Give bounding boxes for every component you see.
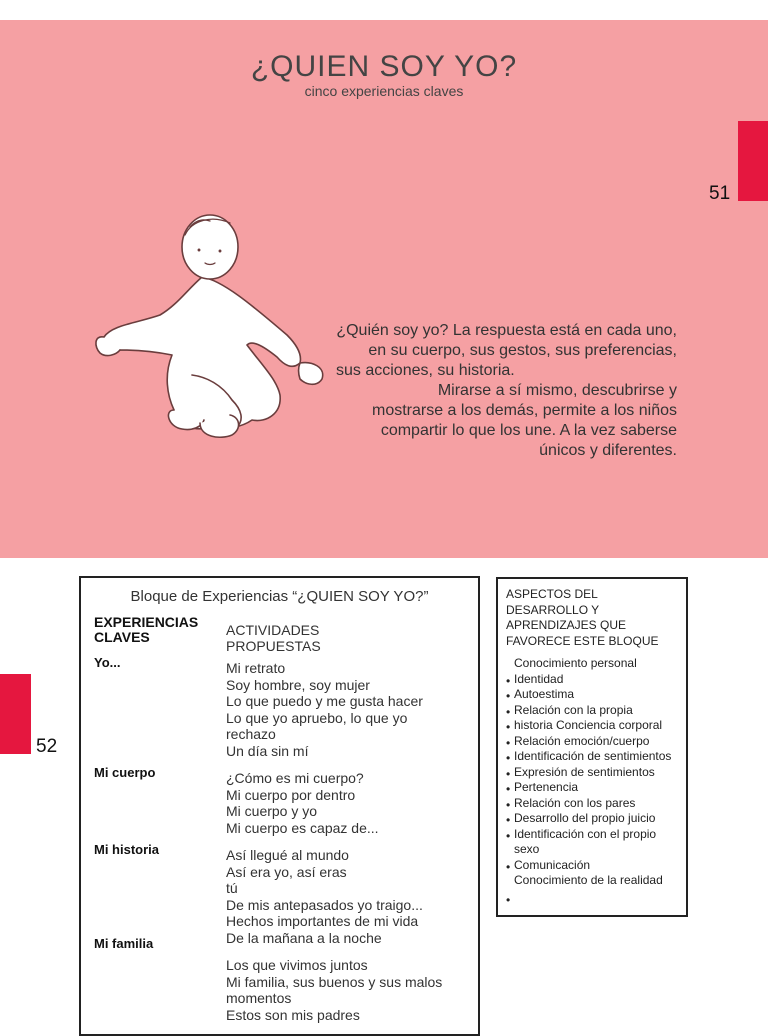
experience-label: Mi historia xyxy=(94,842,160,857)
aspect-item xyxy=(506,858,684,874)
activity-item: Lo que yo apruebo, lo que yo xyxy=(226,709,408,726)
aspect-item xyxy=(506,811,684,827)
activities-list xyxy=(226,957,442,1023)
aspects-box xyxy=(496,577,688,917)
activity-item: Mi cuerpo y yo xyxy=(226,803,318,819)
page-tab-marker-top xyxy=(738,121,768,201)
bullet-icon: • xyxy=(506,893,511,907)
activity-item: Lo que puedo y me gusta hacer xyxy=(226,693,423,709)
intro-line: compartir lo que los une. A la vez saberse xyxy=(380,422,677,439)
activities-list xyxy=(226,660,423,759)
aspect-item xyxy=(506,780,684,796)
aspect-text: Identificación de sentimientos xyxy=(514,749,672,763)
intro-line: sus acciones, su historia. xyxy=(336,362,515,379)
page-number-top: 51 xyxy=(709,183,731,204)
intro-line: en su cuerpo, sus gestos, sus preferencias, xyxy=(368,342,677,359)
header-line: ACTIVIDADES xyxy=(226,622,320,638)
aspect-text: Desarrollo del propio juicio xyxy=(514,811,656,825)
activity-item: Mi retrato xyxy=(226,660,286,676)
bullet-icon: • xyxy=(506,797,511,812)
activity-item: Hechos importantes de mi vida xyxy=(226,913,419,929)
aspect-text: Autoestima xyxy=(514,687,575,701)
aspect-item xyxy=(506,718,684,734)
table-title: Bloque de Experiencias “¿QUIEN SOY YO?” xyxy=(130,588,429,605)
aspect-item xyxy=(506,656,684,672)
activity-item: Así era yo, así eras xyxy=(226,863,347,880)
aspect-text: Comunicación xyxy=(514,857,591,872)
bullet-icon: • xyxy=(506,782,511,796)
aspect-text: Relación con los pares xyxy=(514,795,636,810)
activities-list xyxy=(226,770,379,836)
activities-list xyxy=(226,847,423,946)
aspect-text: Expresión de sentimientos xyxy=(514,764,655,779)
aspect-text: Relación emoción/cuerpo xyxy=(514,733,650,748)
header-line: CLAVES xyxy=(94,629,150,645)
bullet-icon: • xyxy=(506,751,511,765)
aspect-text: Relación con la propia xyxy=(514,702,633,717)
activity-item: Mi cuerpo por dentro xyxy=(226,786,356,803)
intro-line: mostrarse a los demás, permite a los niños xyxy=(371,402,677,419)
aspect-item xyxy=(506,873,684,889)
bullet-icon: • xyxy=(506,766,511,781)
header-line: EXPERIENCIAS xyxy=(94,614,199,630)
aspect-item xyxy=(506,827,684,858)
bullet-icon: • xyxy=(506,813,511,827)
intro-line: únicos y diferentes. xyxy=(539,442,677,459)
aspect-text: Identidad xyxy=(514,671,564,686)
experience-label: Yo... xyxy=(94,655,121,670)
experience-label: Mi familia xyxy=(94,936,154,951)
column-header-experiences xyxy=(94,615,198,645)
aspect-item xyxy=(506,734,684,750)
aspect-item xyxy=(506,796,684,812)
header-line: PROPUESTAS xyxy=(226,638,321,654)
aspect-text: Pertenencia xyxy=(514,780,579,794)
activity-item: tú xyxy=(226,880,238,896)
aspects-heading: ASPECTOS DEL DESARROLLO Y APRENDIZAJES QUE FAVORECE ESTE BLOQUE xyxy=(506,587,659,648)
bullet-icon: • xyxy=(506,673,511,688)
activity-item: Los que vivimos juntos xyxy=(226,957,368,973)
activity-item: Estos son mis padres xyxy=(226,1006,360,1023)
aspect-text: Conocimiento personal xyxy=(514,656,637,670)
bullet-icon: • xyxy=(506,720,511,734)
page-title: ¿QUIEN SOY YO? xyxy=(250,50,518,83)
activity-item: Mi familia, sus buenos y sus malos xyxy=(226,973,443,990)
activity-item: De la mañana a la noche xyxy=(226,929,382,946)
activity-item: Un día sin mí xyxy=(226,742,309,759)
activity-item: Mi cuerpo es capaz de... xyxy=(226,819,379,836)
page-subtitle: cinco experiencias claves xyxy=(304,83,464,99)
top-margin xyxy=(0,0,768,20)
page-number-bottom: 52 xyxy=(36,736,58,757)
aspect-text: Identificación con el propio sexo xyxy=(514,826,657,856)
activity-item: rechazo xyxy=(226,726,276,742)
page-tab-marker-bottom xyxy=(0,674,31,754)
aspect-text: Conocimiento de la realidad xyxy=(514,873,663,887)
intro-line: Mirarse a sí mismo, descubrirse y xyxy=(437,382,677,399)
bullet-icon: • xyxy=(506,704,511,719)
intro-paragraph xyxy=(296,321,677,461)
aspect-item xyxy=(506,765,684,781)
aspects-list xyxy=(506,656,684,889)
experiences-table xyxy=(79,576,480,1036)
activity-item: ¿Cómo es mi cuerpo? xyxy=(226,770,364,786)
aspect-text: historia Conciencia corporal xyxy=(514,718,663,732)
bullet-icon: • xyxy=(506,828,511,843)
aspect-item xyxy=(506,672,684,688)
bullet-icon: • xyxy=(506,735,511,750)
intro-line: ¿Quién soy yo? La respuesta está en cada uno, xyxy=(336,322,677,339)
aspect-item xyxy=(506,749,684,765)
activity-item: De mis antepasados yo traigo... xyxy=(226,896,423,913)
experience-label: Mi cuerpo xyxy=(94,765,156,780)
aspect-item xyxy=(506,687,684,703)
activity-item: Así llegué al mundo xyxy=(226,847,349,863)
bullet-icon: • xyxy=(506,859,511,874)
aspect-item xyxy=(506,703,684,719)
column-header-activities xyxy=(226,622,321,654)
activity-item: Soy hombre, soy mujer xyxy=(226,676,370,693)
bullet-icon: • xyxy=(506,689,511,703)
activity-item: momentos xyxy=(226,990,292,1006)
